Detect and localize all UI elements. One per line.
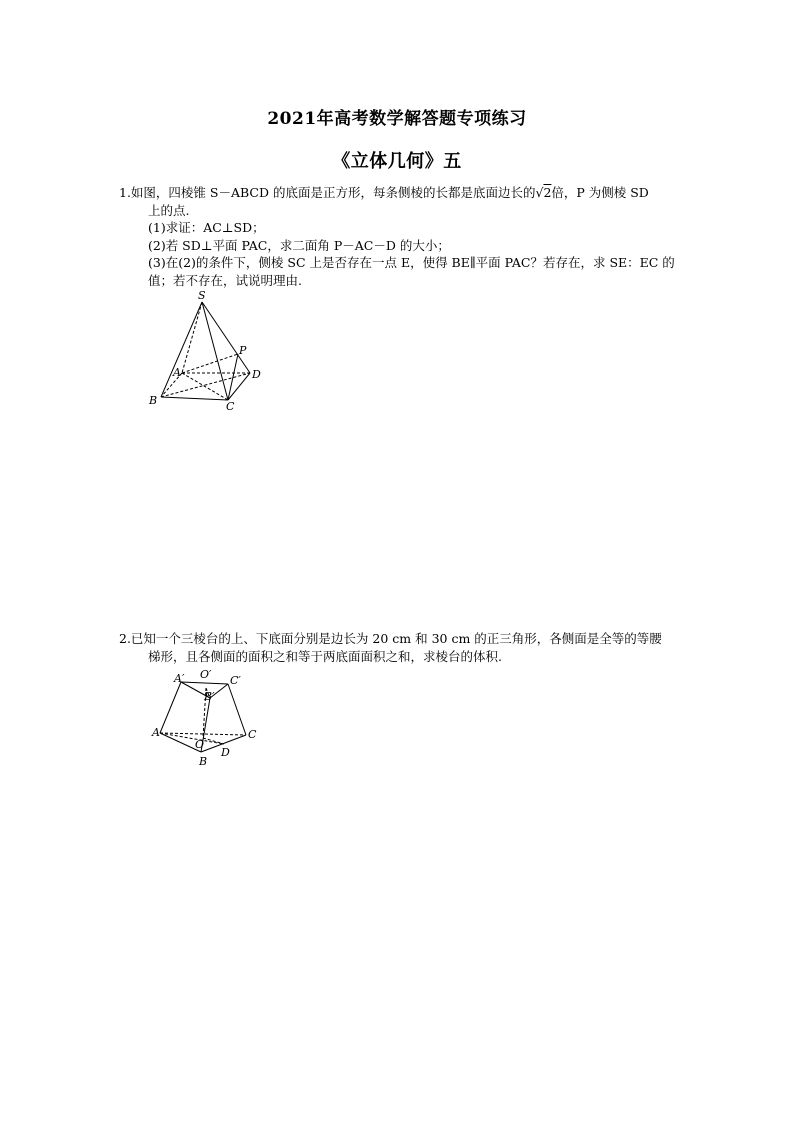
- label-B1: B′: [204, 690, 215, 703]
- label-C1: C′: [230, 674, 241, 687]
- edge-BC: [161, 397, 228, 400]
- q1-part3-line1: (3)在(2)的条件下，侧棱 SC 上是否存在一点 E，使得 BE∥平面 PAC？若存在，求 SE：EC 的: [148, 255, 675, 270]
- label-A: A: [173, 366, 181, 379]
- edge-AC: [182, 373, 228, 400]
- q1-text-post: 倍，P 为侧棱 SD: [551, 185, 649, 200]
- label-D: D: [252, 368, 261, 381]
- edge-SA: [182, 302, 202, 373]
- label-O: O: [195, 738, 205, 751]
- q1-part3-line2: 值；若不存在，试说明理由.: [148, 272, 302, 288]
- label-C: C: [248, 728, 257, 741]
- sqrt-symbol: √2: [535, 185, 552, 200]
- page-title: 2021年高考数学解答题专项练习: [267, 109, 527, 129]
- label-P: P: [239, 344, 247, 357]
- edge-SD: [202, 302, 250, 373]
- q1-line1: [119, 184, 709, 202]
- q1-text-pre: 1.如图，四棱锥 S－ABCD 的底面是正方形，每条侧棱的长都是底面边长的: [119, 185, 536, 200]
- pyramid-figure: [140, 288, 270, 413]
- question-1: [119, 184, 709, 289]
- median-AD: [160, 733, 224, 744]
- label-S: S: [198, 289, 206, 302]
- page-subtitle: 《立体几何》五: [332, 151, 462, 172]
- label-A1: A′: [174, 672, 185, 685]
- label-O1: O′: [200, 668, 212, 681]
- label-B: B: [149, 394, 158, 407]
- sqrt-radicand: 2: [543, 185, 552, 200]
- label-D: D: [221, 746, 230, 759]
- q1-line2: 上的点.: [148, 202, 190, 218]
- edge-A1C1: [181, 682, 228, 684]
- edge-C1C: [228, 684, 246, 735]
- frustum-figure: [148, 668, 268, 770]
- q2-line2: 梯形，且各侧面的面积之和等于两底面面积之和，求棱台的体积.: [148, 648, 502, 664]
- edge-A1A: [160, 682, 181, 733]
- edge-AP: [182, 354, 238, 373]
- label-C: C: [226, 400, 235, 413]
- label-A: A: [152, 726, 160, 739]
- question-2: [119, 630, 709, 665]
- label-B: B: [199, 755, 208, 768]
- q1-part2: (2)若 SD⊥平面 PAC，求二面角 P－AC－D 的大小；: [148, 237, 450, 253]
- edge-SB: [161, 302, 202, 397]
- q2-line1: 2.已知一个三棱台的上、下底面分别是边长为 20 cm 和 30 cm 的正三角形，各侧面是全等的等腰: [119, 631, 662, 646]
- q1-part1: (1)求证：AC⊥SD；: [148, 220, 265, 235]
